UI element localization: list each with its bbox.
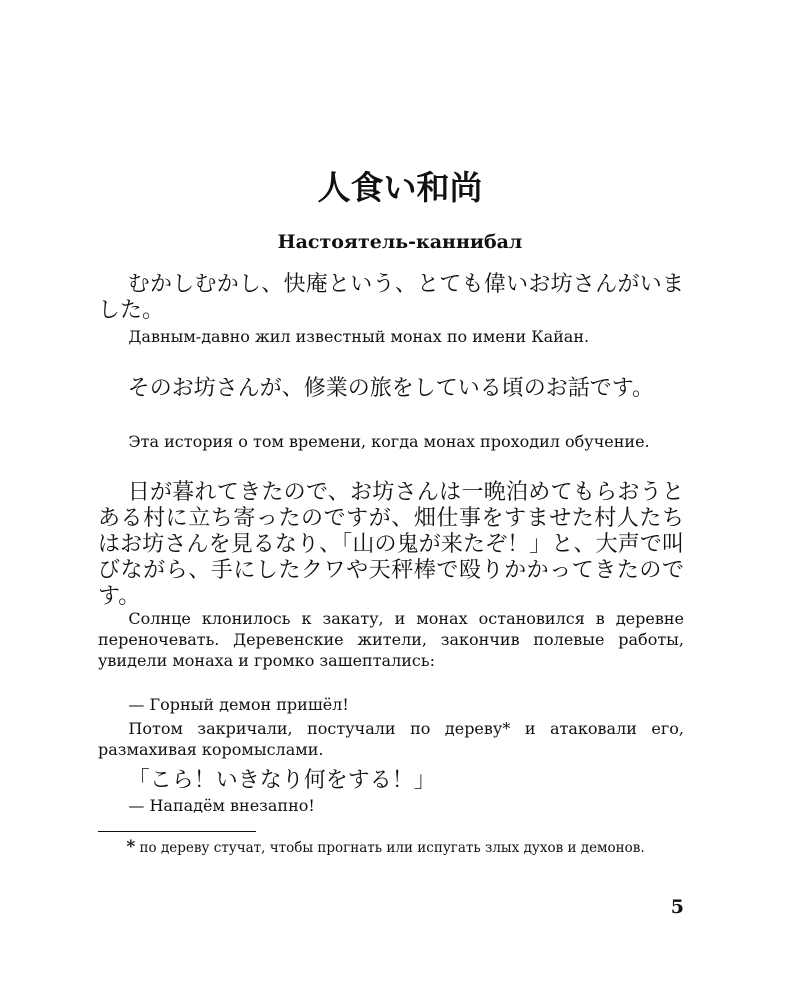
footnote: [98, 838, 684, 858]
footnote-text: по дереву стучат, чтобы прогнать или испугать злых духов и демонов.: [139, 840, 645, 856]
japanese-paragraph-4: 「こら！いきなり何をする！」: [127, 768, 436, 793]
russian-paragraph-2: Эта история о том времени, когда монах проходил обучение.: [128, 432, 650, 451]
page-subtitle: Настоятель-каннибал: [277, 231, 523, 253]
russian-paragraph-3: Солнце клонилось к закату, и монах остановился в деревне переночевать. Деревенские жители, закончив полевые работы, увидели монаха и громко зашептались:: [98, 609, 684, 670]
footnote-divider: [98, 831, 256, 832]
page-number: 5: [670, 896, 684, 918]
russian-dialogue-line: — Горный демон пришёл!: [128, 695, 349, 714]
japanese-paragraph-1: むかしむかし、快庵という、とても偉いお坊さんがいました。: [98, 272, 684, 323]
russian-paragraph-1: Давным-давно жил известный монах по имени Кайан.: [128, 327, 590, 346]
page-title: 人食い和尚: [317, 168, 483, 207]
russian-paragraph-3-continued: Потом закричали, постучали по дереву* и атаковали его, размахивая коромыслами.: [98, 719, 684, 759]
japanese-paragraph-3: 日が暮れてきたので、お坊さんは一晩泊めてもらおうとある村に立ち寄ったのですが、畑仕事をすませた村人たちはお坊さんを見るなり、「山の鬼が来たぞ！」と、大声で叫びながら、手にしたクワや天秤棒で殴りかかってきたのです。: [98, 480, 684, 609]
russian-paragraph-4: — Нападём внезапно!: [128, 796, 315, 815]
footnote-mark: *: [126, 837, 136, 857]
japanese-paragraph-2: そのお坊さんが、修業の旅をしている頃のお話です。: [127, 376, 654, 401]
